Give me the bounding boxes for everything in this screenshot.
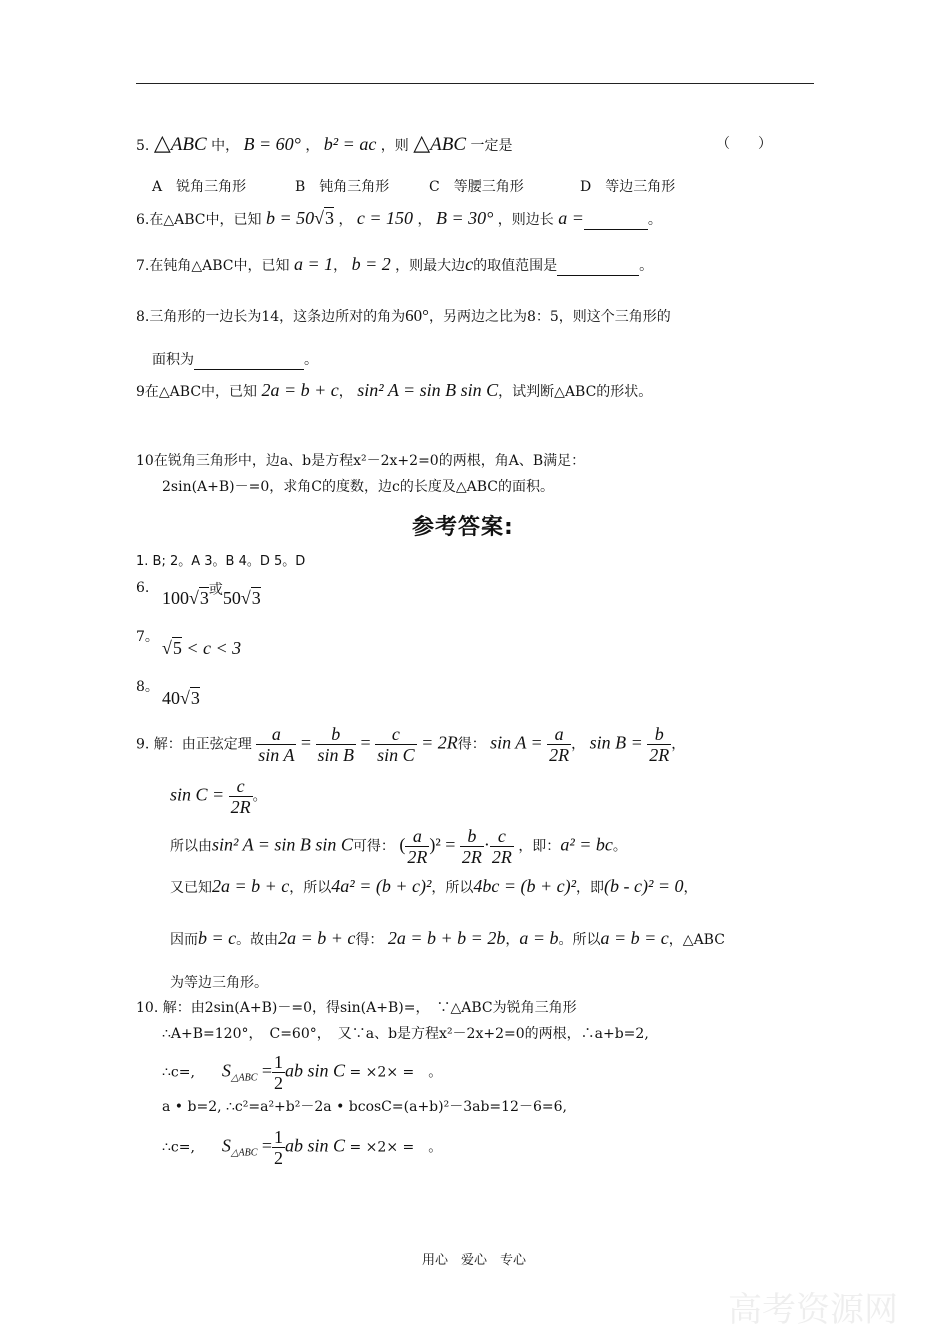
a9-comma2: ，: [671, 736, 686, 753]
a9-f2d: sin B: [317, 745, 355, 765]
q7-answer-blank[interactable]: [557, 261, 639, 276]
q7-a: a = 1: [293, 254, 334, 274]
a9-l3p2: )² =: [429, 834, 456, 855]
q9-end: ，试判断△ABC的形状。: [498, 384, 653, 400]
a10-line3a: ∴c=,: [162, 1064, 195, 1081]
a9-eq1: =: [300, 732, 312, 753]
q5-cond2: b² = ac: [323, 134, 377, 154]
a10-tail2: = ×2× = 。: [349, 1139, 443, 1156]
a9-frac1: [256, 724, 296, 765]
a9-l5eq: b = c: [198, 928, 237, 948]
q8-end: 。: [304, 352, 318, 368]
q5-option-a: A 锐角三角形: [152, 179, 247, 195]
a9-l4e: ，: [683, 880, 698, 896]
a9-l5d: ，: [505, 932, 520, 948]
a9-fbd: 2R: [649, 745, 670, 765]
a9-eq2: =: [360, 732, 371, 753]
a9-f1d: sin A: [258, 745, 295, 765]
q6-end: 。: [647, 212, 662, 228]
question-7: [136, 254, 653, 276]
a6-value: [162, 583, 261, 611]
answers-heading: 参考答案:: [412, 515, 514, 540]
a8-value: [162, 688, 200, 709]
a6-sqrt1: √3: [189, 588, 209, 608]
a9-l3dot: ·: [483, 834, 490, 855]
a7-label: 7。: [136, 629, 159, 645]
q7-c: c: [465, 254, 474, 274]
a10-rest2: ab sin C: [285, 1135, 346, 1156]
a9-l3c: ，即：: [518, 838, 561, 855]
a9-fan: a: [547, 724, 571, 745]
q6-prefix: 6.在△ABC中，已知: [136, 212, 262, 228]
q9-eq2: sin² A = sin B sin C: [357, 380, 499, 400]
q5-cond1: B = 60°: [243, 134, 301, 154]
q8-angle: 60°: [405, 306, 429, 325]
q6-radicand: 3: [325, 208, 334, 228]
a9-frac3: [375, 724, 417, 765]
a9-l3frac: [405, 826, 429, 867]
q6-b: b = 50: [265, 208, 315, 228]
q5-sep1: ，: [305, 138, 320, 154]
a9-label: 9. 解：由正弦定理: [136, 736, 252, 753]
header-rule: [136, 83, 814, 84]
question-5: [136, 130, 513, 156]
a9-l4d: ，即: [576, 880, 605, 896]
q7-end1: 的取值范围是: [473, 258, 558, 274]
q8-line1a: 8.三角形的一边长为14，这条边所对的角为: [136, 309, 406, 325]
a6-sqrt2: √3: [240, 588, 261, 608]
a9-l5eq2: 2a = b + c: [278, 928, 356, 948]
a10-half: [272, 1052, 285, 1093]
a8-sqrt: √3: [180, 688, 200, 708]
a6-v2: 50: [222, 588, 241, 608]
footer-text: 用心 爱心 专心: [422, 1253, 527, 1268]
q6-sep: ，: [338, 212, 353, 228]
a9-line6: 为等边三角形。: [170, 975, 268, 991]
watermark-logo: 高考资源网: [728, 1290, 898, 1330]
a9-l4a: 又已知: [170, 880, 212, 896]
a6-v1: 100: [162, 588, 189, 608]
a10-rest: ab sin C: [285, 1060, 346, 1081]
a9-sinb: sin B =: [589, 732, 643, 753]
a9-l4b: ，所以: [289, 880, 332, 896]
a10-line3: [162, 1052, 442, 1093]
a9-l5a: 因而: [170, 932, 198, 948]
q5-option-b: B 钝角三角形: [295, 179, 390, 195]
q8-answer-blank[interactable]: [194, 355, 304, 370]
question-8-line2: [152, 350, 318, 370]
a10-half-n: 1: [274, 1052, 284, 1072]
a10-half2-d: 2: [274, 1148, 284, 1168]
a9-l3g2d: 2R: [491, 847, 512, 867]
a9-l4eq: 2a = b + c: [212, 876, 290, 896]
q6-sqrt: √3: [314, 208, 334, 228]
a9-l5f: ，△ABC: [668, 932, 725, 948]
a9-fracb: [647, 724, 671, 765]
q7-b: b = 2: [351, 254, 391, 274]
a9-frac2: [316, 724, 357, 765]
q9-eq1: 2a = b + c: [261, 380, 339, 400]
a8-label: 8。: [136, 679, 159, 695]
a9-sinc: sin C =: [170, 784, 225, 805]
a9-l5b: 。故由: [236, 932, 279, 948]
q6-angle-b: B = 30°: [435, 208, 494, 228]
q9-sep: ，: [338, 384, 353, 400]
a9-l3end: 。: [612, 838, 627, 855]
q6-answer-blank[interactable]: [584, 215, 648, 230]
a9-fracc: [229, 776, 253, 817]
q6-mid: ，则边长: [497, 212, 554, 228]
a9-get: 得：: [457, 736, 486, 753]
q6-c: c = 150: [356, 208, 414, 228]
a9-line1: [136, 724, 685, 765]
a9-l3r: a² = bc: [560, 834, 613, 855]
a9-l3g1n: b: [460, 826, 484, 847]
a9-comma1: ，: [571, 736, 586, 753]
a10-eq: =: [261, 1060, 273, 1081]
a10-line5: [162, 1127, 442, 1168]
q5-triangle-1: △ABC: [153, 130, 207, 155]
a9-l4c: ，所以: [431, 880, 474, 896]
q5-answer-paren: （ ）: [716, 136, 772, 152]
q7-sep: ，: [333, 258, 348, 274]
a7-rest: < c < 3: [181, 638, 242, 658]
question-9: [136, 380, 652, 402]
q5-number: 5.: [136, 138, 150, 154]
a9-f2n: b: [316, 724, 357, 745]
a10-line5a: ∴c=,: [162, 1139, 195, 1156]
a9-l5e: 。所以: [558, 932, 601, 948]
q5-triangle-2: △ABC: [413, 130, 467, 155]
a9-dot: 。: [252, 788, 267, 805]
q6-a: a =: [558, 208, 584, 228]
q5-text2: ，则: [380, 138, 409, 154]
a9-f3n: c: [375, 724, 417, 745]
answers-line-1: 1. B; 2。A 3。B 4。D 5。D: [136, 554, 306, 569]
a9-l4eq4: (b - c)² = 0: [604, 876, 684, 896]
a6-label: 6.: [136, 580, 150, 596]
q10-line2: 2sin(A+B)－=0，求角C的度数，边c的长度及△ABC的面积。: [162, 479, 554, 495]
a10-line2: ∴A+B=120°， C=60°， 又∵a、b是方程x²－2x+2=0的两根，∴a+b=2,: [162, 1026, 649, 1042]
a10-line1: 10. 解：由2sin(A+B)－=0，得sin(A+B)=， ∵△ABC为锐角三角形: [136, 1000, 577, 1016]
a6-r2: 3: [251, 588, 261, 608]
a8-r: 3: [190, 688, 200, 708]
q7-mid: ，则最大边: [395, 258, 466, 274]
a10-half2: [272, 1127, 285, 1168]
a9-eq2r: = 2R: [421, 732, 458, 753]
q5-text3: 一定是: [470, 138, 513, 154]
a10-s: S: [221, 1060, 231, 1081]
a7-r: 5: [172, 638, 182, 658]
q7-end2: 。: [639, 258, 654, 274]
a10-half-d: 2: [274, 1073, 284, 1093]
a10-s2: S: [221, 1135, 231, 1156]
a9-fraca: [547, 724, 571, 765]
q8-line1b: ，另两边之比为8：5，则这个三角形的: [428, 309, 671, 325]
q10-line1: 10在锐角三角形中，边a、b是方程x²－2x+2=0的两根，角A、B满足：: [136, 453, 586, 469]
a10-line4: a • b=2, ∴c²=a²+b²－2a • bcosC=(a+b)²－3ab=12－6=6,: [162, 1099, 567, 1115]
a9-l5eq5: a = b = c: [600, 928, 669, 948]
a9-sina: sin A =: [490, 732, 543, 753]
a10-half2-n: 1: [274, 1127, 284, 1147]
a9-l3fd: 2R: [407, 847, 428, 867]
a9-l3g2: [490, 826, 514, 867]
a9-fad: 2R: [549, 745, 570, 765]
q9-prefix: 9在△ABC中，已知: [136, 384, 258, 400]
a9-l4eq3: 4bc = (b + c)²: [473, 876, 577, 896]
a10-ssub2: △ABC: [230, 1147, 258, 1159]
a9-line2: [170, 776, 267, 817]
q7-prefix: 7.在钝角△ABC中，已知: [136, 258, 290, 274]
a9-l3fn: a: [405, 826, 429, 847]
a10-tail: = ×2× = 。: [349, 1064, 443, 1081]
a9-l5c: 得：: [355, 932, 384, 948]
a9-l3g1d: 2R: [461, 847, 482, 867]
a10-ssub: △ABC: [230, 1072, 258, 1084]
question-6: [136, 208, 662, 230]
q8-line2: 面积为: [152, 352, 194, 368]
a9-fcd: 2R: [230, 797, 251, 817]
a7-sqrt: √5: [162, 638, 182, 658]
q5-option-c: C 等腰三角形: [429, 179, 524, 195]
a9-l3eq: sin² A = sin B sin C: [212, 834, 353, 855]
a6-r1: 3: [199, 588, 209, 608]
a9-l3g1: [460, 826, 484, 867]
a6-or: 或: [208, 583, 223, 598]
question-8-line1: [136, 306, 671, 327]
a8-v: 40: [162, 688, 180, 708]
a9-fbn: b: [647, 724, 671, 745]
a9-line4: [170, 876, 698, 898]
a9-line5: [170, 928, 725, 950]
q5-option-d: D 等边三角形: [580, 179, 676, 195]
a7-value: [162, 638, 241, 659]
a9-l3p1: (: [399, 834, 406, 855]
a10-eq2: =: [261, 1135, 273, 1156]
a9-l5eq4: a = b: [519, 928, 559, 948]
a9-l4eq2: 4a² = (b + c)²: [331, 876, 432, 896]
a9-line3: [170, 826, 627, 867]
a9-l3b: 可得：: [352, 838, 395, 855]
a9-f1n: a: [256, 724, 296, 745]
a9-l5eq3: 2a = b + b = 2b: [387, 928, 506, 948]
a9-fcn: c: [229, 776, 253, 797]
q6-sep2: ，: [417, 212, 432, 228]
a9-l3a: 所以由: [170, 838, 212, 855]
q5-text1: 中，: [211, 138, 240, 154]
a9-f3d: sin C: [377, 745, 415, 765]
a9-l3g2n: c: [490, 826, 514, 847]
